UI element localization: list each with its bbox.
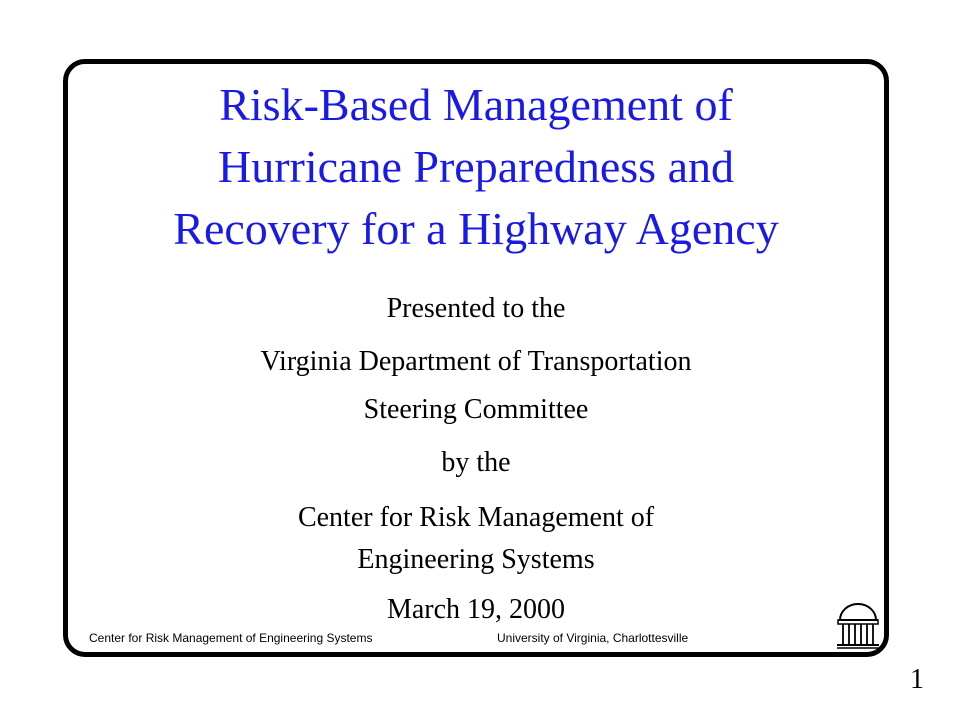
page-number: 1 (910, 664, 924, 695)
center-line-2: Engineering Systems (357, 544, 595, 575)
slide-title (63, 74, 889, 260)
presentation-date: March 19, 2000 (386, 594, 566, 625)
department-line-1: Virginia Department of Transportation (260, 346, 692, 377)
footer-left: Center for Risk Management of Engineering Systems (89, 631, 373, 645)
title-line-1: Risk-Based Management of (219, 79, 733, 130)
footer-right: University of Virginia, Charlottesville (497, 631, 689, 645)
rotunda-icon (836, 598, 880, 657)
presented-to-text: Presented to the (386, 293, 566, 324)
title-line-3: Recovery for a Highway Agency (173, 203, 779, 254)
center-line-1: Center for Risk Management of (297, 502, 655, 533)
department-line-2: Steering Committee (363, 394, 589, 425)
title-line-2: Hurricane Preparedness and (218, 141, 734, 192)
by-the-text: by the (441, 447, 511, 478)
